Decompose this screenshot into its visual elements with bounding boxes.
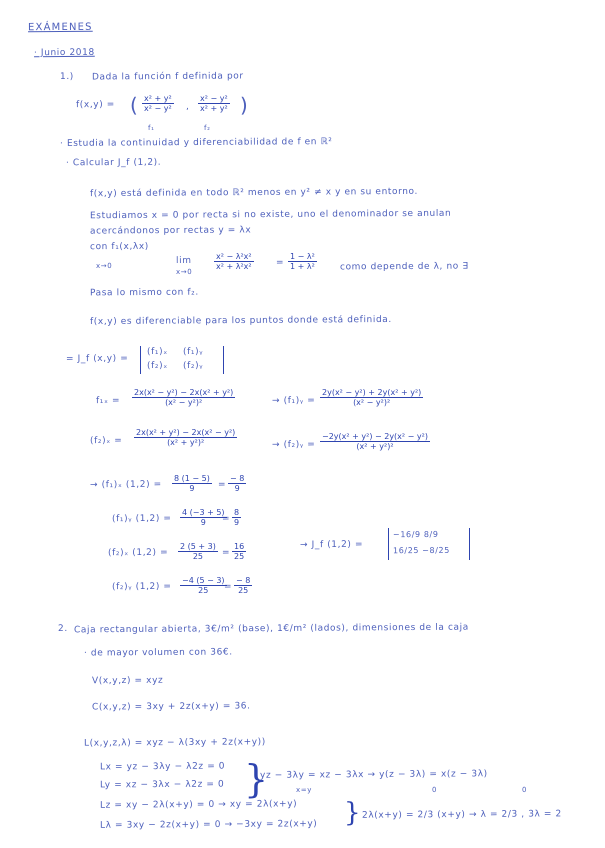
func-num-2: x² − y²: [200, 94, 228, 103]
eval3-num: 2 (5 + 3): [180, 542, 216, 551]
eval4-frac: [180, 576, 227, 595]
jac-r2c2: (f₂)ᵧ: [182, 360, 204, 372]
jac-r2c1: (f₂)ₓ: [146, 360, 168, 372]
d1y-num: 2y(x² − y²) + 2y(x² + y²): [322, 388, 422, 397]
differentiable-line: f(x,y) es diferenciable para los puntos donde está definida.: [89, 314, 392, 328]
eval1-label: → (f₁)ₓ (1,2) =: [89, 479, 162, 491]
eval2-res-num: 8: [234, 508, 240, 517]
rhs-zero-a: 0: [431, 785, 438, 795]
limit-eq: =: [275, 257, 285, 269]
jac-res-row1: −16/9 8/9: [392, 529, 439, 540]
jac-r1c2: (f₁)ᵧ: [182, 346, 204, 358]
eval3-res-den: 25: [234, 552, 245, 561]
eval3-res: [232, 542, 246, 561]
volume-function: V(x,y,z) = xyz: [91, 675, 164, 687]
problem2-line1: · de mayor volumen con 36€.: [83, 647, 233, 659]
jacobian-lhs: = J_f (x,y) =: [65, 353, 129, 365]
func-num-1: x² + y²: [144, 94, 172, 103]
d2x-frac: [134, 428, 237, 447]
eval3-label: (f₂)ₓ (1,2) =: [107, 547, 169, 559]
eval3-frac: [178, 542, 218, 561]
limit-comment: como depende de λ, no ∃: [339, 261, 469, 273]
rhs-sub: x=y: [295, 785, 312, 795]
eval1-res: [228, 474, 246, 493]
jacobian-result-matrix: [388, 528, 470, 560]
func-frac-2: [198, 94, 230, 113]
d2x-num: 2x(x² + y²) − 2x(x² − y²): [136, 428, 236, 437]
page-title: EXÁMENES: [27, 21, 93, 34]
continuity-line: f(x,y) está definida en todo ℝ² menos en y² ≠ x y en su entorno.: [89, 186, 418, 200]
eval1-frac: [172, 474, 212, 493]
f1-label: f₁: [147, 123, 155, 133]
d1x-frac: [132, 388, 235, 407]
eval4-res-num: − 8: [236, 576, 251, 585]
cost-function: C(x,y,z) = 3xy + 2z(x+y) = 36.: [91, 701, 251, 713]
eval2-den: 9: [200, 518, 206, 527]
limit-den: x² + λ²x²: [216, 262, 252, 271]
eval1-res-num: − 8: [230, 474, 245, 483]
d1x-num: 2x(x² − y²) − 2x(x² + y²): [134, 388, 234, 397]
eval1-eq: =: [217, 479, 227, 491]
limit-res-num: 1 − λ²: [290, 252, 315, 261]
study-line: Estudiamos x = 0 por recta si no existe, uno el denominador se anulan: [89, 208, 452, 222]
d2y-label: → (f₂)ᵧ =: [271, 439, 316, 451]
eval2-label: (f₁)ᵧ (1,2) =: [111, 513, 172, 525]
comma: ,: [185, 101, 190, 113]
brace-2: }: [344, 798, 361, 828]
limit-res-den: 1 + λ²: [290, 262, 315, 271]
d2y-num: −2y(x² + y²) − 2y(x² − y²): [322, 432, 428, 441]
eval4-den: 25: [198, 586, 209, 595]
rhs-eq-1: yz − 3λy = xz − 3λx → y(z − 3λ) = x(z − 3λ): [259, 769, 488, 781]
eval4-label: (f₂)ᵧ (1,2) =: [111, 581, 172, 593]
task-b: · Calcular J_f (1,2).: [65, 157, 162, 169]
eval3-den: 25: [192, 552, 204, 561]
d1y-label: → (f₁)ᵧ =: [271, 395, 316, 407]
d1x-den: (x² − y²)²: [165, 398, 203, 407]
eval2-res: [232, 508, 241, 527]
d1y-frac: [320, 388, 423, 407]
eval1-res-den: 9: [234, 484, 240, 493]
eval3-res-num: 16: [234, 542, 245, 551]
d2x-label: (f₂)ₓ =: [89, 435, 123, 447]
jacobian-matrix: [140, 346, 224, 374]
rhs-eq-2: 2λ(x+y) = 2/3 (x+y) → λ = 2/3 , 3λ = 2: [361, 809, 562, 821]
limit-sub2: x→0: [175, 267, 193, 277]
eval1-den: 9: [189, 484, 195, 493]
d2x-den: (x² + y²)²: [167, 438, 205, 447]
limit-result-frac: [288, 252, 317, 271]
problem1-number: 1.): [59, 71, 74, 83]
eval4-res-den: 25: [238, 586, 249, 595]
limit-num: x² − λ²x²: [216, 252, 252, 261]
func-den-2: x² + y²: [200, 104, 228, 113]
limit-word: lim: [175, 255, 192, 267]
func-den-1: x² − y²: [144, 104, 172, 113]
open-paren: (: [129, 92, 139, 118]
eq-ly: Ly = xz − 3λx − λ2z = 0: [99, 779, 225, 791]
eval2-num: 4 (−3 + 5): [182, 508, 225, 517]
lagrangian-function: L(x,y,z,λ) = xyz − λ(3xy + 2z(x+y)): [83, 737, 266, 749]
eval2-frac: [180, 508, 227, 527]
d2y-frac: [320, 432, 430, 451]
same-f2-line: Pasa lo mismo con f₂.: [89, 287, 199, 299]
d1y-den: (x² − y²)²: [353, 398, 391, 407]
eq-lx: Lx = yz − 3λy − λ2z = 0: [99, 761, 226, 773]
eq-llambda: Lλ = 3xy − 2z(x+y) = 0 → −3xy = 2z(x+y): [99, 819, 318, 831]
d2y-den: (x² + y²)²: [356, 442, 394, 451]
eval2-res-den: 9: [234, 518, 240, 527]
eq-lz: Lz = xy − 2λ(x+y) = 0 → xy = 2λ(x+y): [99, 799, 298, 811]
func-frac-1: [142, 94, 174, 113]
task-a: · Estudia la continuidad y diferenciabilidad de f en ℝ²: [59, 137, 333, 149]
func-lhs: f(x,y) =: [75, 99, 115, 111]
d1x-label: f₁ₓ =: [95, 395, 121, 407]
brace-1: }: [244, 757, 269, 801]
jac-res-row2: 16/25 −8/25: [392, 545, 450, 556]
problem2-intro: Caja rectangular abierta, 3€/m² (base), 1€/m² (lados), dimensiones de la caja: [73, 622, 469, 636]
jacobian-result-lhs: → J_f (1,2) =: [299, 539, 364, 551]
eval4-num: −4 (5 − 3): [182, 576, 225, 585]
eval4-res: [234, 576, 252, 595]
eval4-eq: =: [223, 581, 233, 593]
problem2-number: 2.: [57, 623, 68, 635]
eval3-eq: =: [221, 547, 231, 559]
jac-r1c1: (f₁)ₓ: [146, 346, 168, 358]
f1-substitution: con f₁(x,λx): [89, 241, 149, 253]
f2-label: f₂: [203, 123, 211, 133]
session-label: · Junio 2018: [33, 47, 95, 59]
close-paren: ): [239, 92, 249, 118]
limit-frac: [214, 252, 254, 271]
limit-subscript: x→0: [95, 261, 113, 271]
rhs-zero-b: 0: [521, 785, 528, 795]
eval1-num: 8 (1 − 5): [174, 474, 210, 483]
eval2-eq: =: [221, 513, 231, 525]
problem1-intro: Dada la función f definida por: [91, 71, 244, 83]
lines-approach: acercándonos por rectas y = λx: [89, 225, 252, 237]
